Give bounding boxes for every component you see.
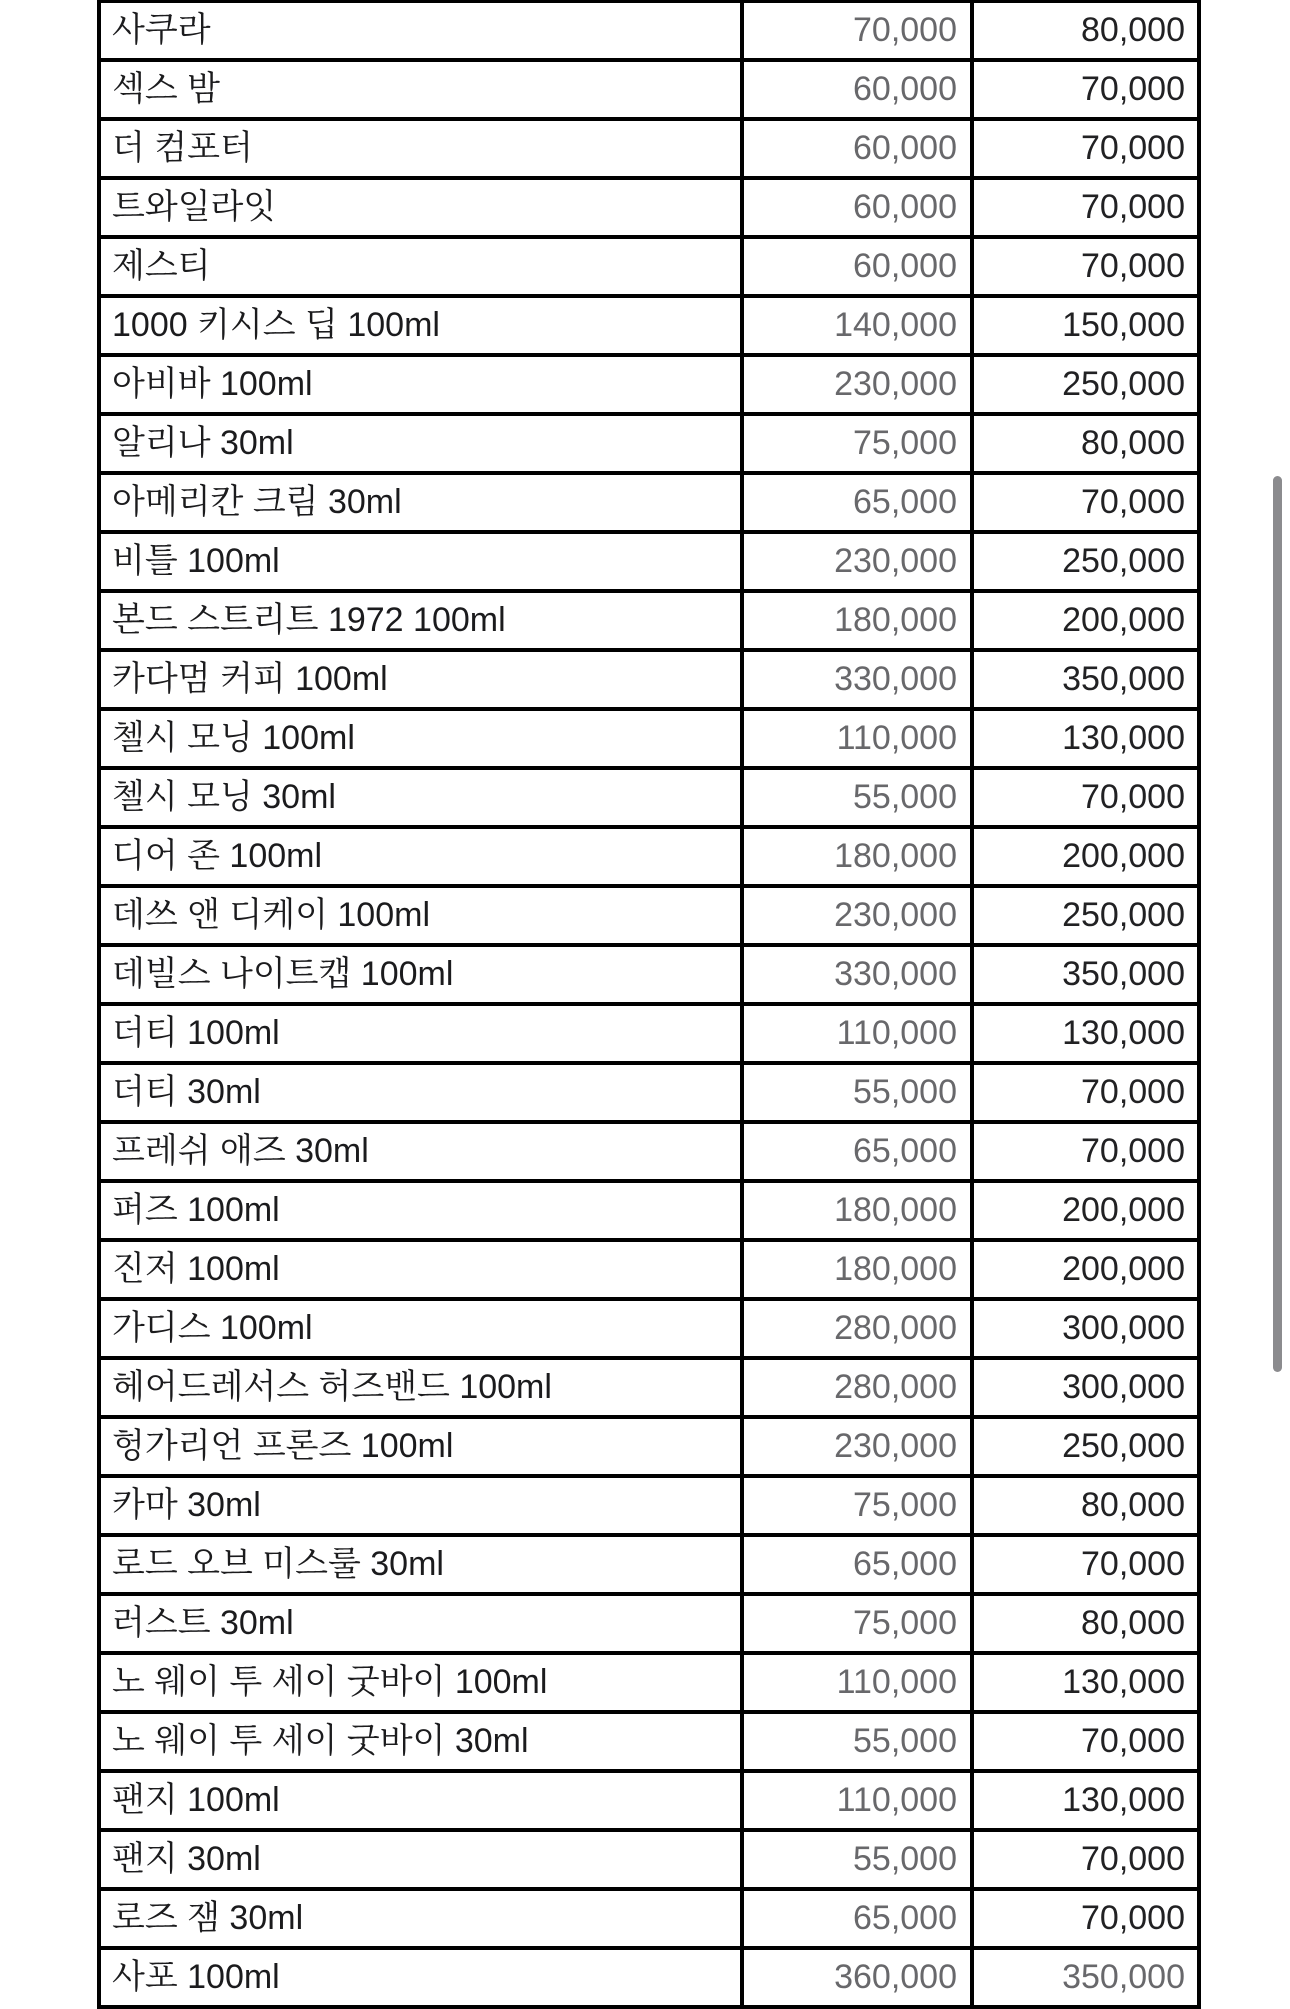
- product-name-cell: 헝가리언 프론즈 100ml: [99, 1417, 742, 1476]
- table-row: [99, 1594, 1199, 1653]
- table-row: [99, 1476, 1199, 1535]
- price-2-cell: 70,000: [972, 119, 1199, 178]
- table-row: [99, 1771, 1199, 1830]
- price-1-cell: 75,000: [742, 1594, 972, 1653]
- price-2-cell: 200,000: [972, 591, 1199, 650]
- product-name-cell: 데빌스 나이트캡 100ml: [99, 945, 742, 1004]
- price-2-cell: 80,000: [972, 1594, 1199, 1653]
- product-name-cell: 사쿠라: [99, 1, 742, 60]
- price-2-cell: 200,000: [972, 1240, 1199, 1299]
- price-1-cell: 75,000: [742, 1476, 972, 1535]
- price-1-cell: 230,000: [742, 532, 972, 591]
- table-row: [99, 296, 1199, 355]
- price-1-cell: 55,000: [742, 1063, 972, 1122]
- price-1-cell: 55,000: [742, 768, 972, 827]
- product-name-cell: 아메리칸 크림 30ml: [99, 473, 742, 532]
- table-row: [99, 119, 1199, 178]
- table-row: [99, 1240, 1199, 1299]
- table-row: [99, 60, 1199, 119]
- price-1-cell: 230,000: [742, 355, 972, 414]
- price-1-cell: 230,000: [742, 886, 972, 945]
- table-row: [99, 1712, 1199, 1771]
- product-name-cell: 로즈 잼 30ml: [99, 1889, 742, 1948]
- product-name-cell: 더티 100ml: [99, 1004, 742, 1063]
- price-1-cell: 70,000: [742, 1, 972, 60]
- price-table: [97, 0, 1201, 2009]
- price-1-cell: 360,000: [742, 1948, 972, 2007]
- price-2-cell: 150,000: [972, 296, 1199, 355]
- table-row: [99, 768, 1199, 827]
- product-name-cell: 팬지 30ml: [99, 1830, 742, 1889]
- table-row: [99, 1830, 1199, 1889]
- product-name-cell: 노 웨이 투 세이 굿바이 30ml: [99, 1712, 742, 1771]
- price-table-body: [99, 1, 1199, 2007]
- table-row: [99, 650, 1199, 709]
- product-name-cell: 팬지 100ml: [99, 1771, 742, 1830]
- table-row: [99, 473, 1199, 532]
- table-row: [99, 1122, 1199, 1181]
- product-name-cell: 프레쉬 애즈 30ml: [99, 1122, 742, 1181]
- price-1-cell: 65,000: [742, 473, 972, 532]
- price-1-cell: 60,000: [742, 237, 972, 296]
- table-row: [99, 945, 1199, 1004]
- price-1-cell: 60,000: [742, 60, 972, 119]
- product-name-cell: 1000 키시스 딥 100ml: [99, 296, 742, 355]
- product-name-cell: 본드 스트리트 1972 100ml: [99, 591, 742, 650]
- product-name-cell: 더 컴포터: [99, 119, 742, 178]
- table-row: [99, 709, 1199, 768]
- table-row: [99, 1358, 1199, 1417]
- table-row: [99, 1299, 1199, 1358]
- price-2-cell: 300,000: [972, 1299, 1199, 1358]
- product-name-cell: 퍼즈 100ml: [99, 1181, 742, 1240]
- table-row: [99, 886, 1199, 945]
- product-name-cell: 비틀 100ml: [99, 532, 742, 591]
- product-name-cell: 첼시 모닝 30ml: [99, 768, 742, 827]
- price-2-cell: 250,000: [972, 886, 1199, 945]
- price-2-cell: 70,000: [972, 1712, 1199, 1771]
- price-2-cell: 130,000: [972, 1653, 1199, 1712]
- product-name-cell: 카다멈 커피 100ml: [99, 650, 742, 709]
- price-1-cell: 65,000: [742, 1122, 972, 1181]
- price-2-cell: 350,000: [972, 945, 1199, 1004]
- price-2-cell: 250,000: [972, 355, 1199, 414]
- price-2-cell: 70,000: [972, 1063, 1199, 1122]
- product-name-cell: 디어 존 100ml: [99, 827, 742, 886]
- price-2-cell: 80,000: [972, 1476, 1199, 1535]
- price-2-cell: 70,000: [972, 237, 1199, 296]
- price-2-cell: 350,000: [972, 650, 1199, 709]
- price-1-cell: 180,000: [742, 1181, 972, 1240]
- table-row: [99, 1, 1199, 60]
- price-2-cell: 350,000: [972, 1948, 1199, 2007]
- price-1-cell: 65,000: [742, 1535, 972, 1594]
- price-1-cell: 230,000: [742, 1417, 972, 1476]
- product-name-cell: 러스트 30ml: [99, 1594, 742, 1653]
- price-1-cell: 180,000: [742, 591, 972, 650]
- price-1-cell: 140,000: [742, 296, 972, 355]
- price-2-cell: 250,000: [972, 532, 1199, 591]
- product-name-cell: 진저 100ml: [99, 1240, 742, 1299]
- product-name-cell: 데쓰 앤 디케이 100ml: [99, 886, 742, 945]
- price-2-cell: 250,000: [972, 1417, 1199, 1476]
- price-1-cell: 60,000: [742, 119, 972, 178]
- table-row: [99, 1948, 1199, 2007]
- vertical-scrollbar-thumb[interactable]: [1273, 476, 1282, 1372]
- price-2-cell: 300,000: [972, 1358, 1199, 1417]
- price-1-cell: 110,000: [742, 1004, 972, 1063]
- product-name-cell: 헤어드레서스 허즈밴드 100ml: [99, 1358, 742, 1417]
- table-row: [99, 1889, 1199, 1948]
- table-row: [99, 591, 1199, 650]
- table-row: [99, 414, 1199, 473]
- table-row: [99, 355, 1199, 414]
- price-2-cell: 70,000: [972, 1889, 1199, 1948]
- table-row: [99, 1417, 1199, 1476]
- price-2-cell: 70,000: [972, 178, 1199, 237]
- table-row: [99, 827, 1199, 886]
- price-1-cell: 110,000: [742, 1653, 972, 1712]
- price-1-cell: 55,000: [742, 1830, 972, 1889]
- price-1-cell: 180,000: [742, 827, 972, 886]
- price-2-cell: 70,000: [972, 473, 1199, 532]
- product-name-cell: 가디스 100ml: [99, 1299, 742, 1358]
- price-1-cell: 280,000: [742, 1299, 972, 1358]
- price-2-cell: 130,000: [972, 1771, 1199, 1830]
- price-1-cell: 75,000: [742, 414, 972, 473]
- table-row: [99, 1063, 1199, 1122]
- product-name-cell: 더티 30ml: [99, 1063, 742, 1122]
- price-1-cell: 330,000: [742, 650, 972, 709]
- product-name-cell: 사포 100ml: [99, 1948, 742, 2007]
- price-1-cell: 60,000: [742, 178, 972, 237]
- table-row: [99, 1004, 1199, 1063]
- price-1-cell: 55,000: [742, 1712, 972, 1771]
- price-1-cell: 110,000: [742, 1771, 972, 1830]
- table-row: [99, 1181, 1199, 1240]
- table-row: [99, 178, 1199, 237]
- product-name-cell: 노 웨이 투 세이 굿바이 100ml: [99, 1653, 742, 1712]
- price-2-cell: 70,000: [972, 1535, 1199, 1594]
- price-2-cell: 80,000: [972, 1, 1199, 60]
- table-row: [99, 1653, 1199, 1712]
- product-name-cell: 제스티: [99, 237, 742, 296]
- price-1-cell: 65,000: [742, 1889, 972, 1948]
- table-row: [99, 532, 1199, 591]
- price-1-cell: 280,000: [742, 1358, 972, 1417]
- price-1-cell: 180,000: [742, 1240, 972, 1299]
- product-name-cell: 로드 오브 미스룰 30ml: [99, 1535, 742, 1594]
- table-row: [99, 1535, 1199, 1594]
- product-name-cell: 첼시 모닝 100ml: [99, 709, 742, 768]
- price-2-cell: 200,000: [972, 827, 1199, 886]
- product-name-cell: 카마 30ml: [99, 1476, 742, 1535]
- price-1-cell: 110,000: [742, 709, 972, 768]
- product-name-cell: 아비바 100ml: [99, 355, 742, 414]
- table-row: [99, 237, 1199, 296]
- price-2-cell: 70,000: [972, 60, 1199, 119]
- price-2-cell: 70,000: [972, 1122, 1199, 1181]
- product-name-cell: 트와일라잇: [99, 178, 742, 237]
- price-2-cell: 130,000: [972, 709, 1199, 768]
- price-1-cell: 330,000: [742, 945, 972, 1004]
- price-2-cell: 70,000: [972, 1830, 1199, 1889]
- price-2-cell: 80,000: [972, 414, 1199, 473]
- price-2-cell: 130,000: [972, 1004, 1199, 1063]
- price-2-cell: 200,000: [972, 1181, 1199, 1240]
- product-name-cell: 알리나 30ml: [99, 414, 742, 473]
- product-name-cell: 섹스 밤: [99, 60, 742, 119]
- price-2-cell: 70,000: [972, 768, 1199, 827]
